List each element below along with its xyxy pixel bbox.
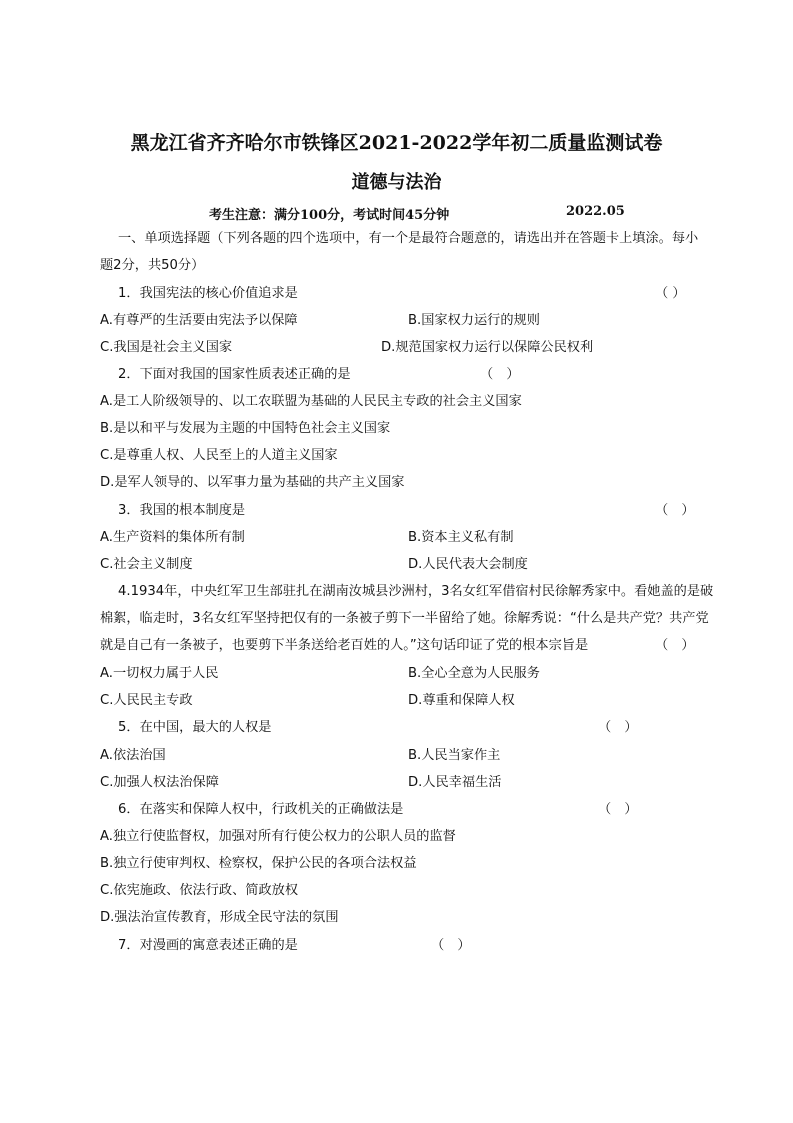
option-2a: A.是工人阶级领导的、以工农联盟为基础的人民民主专政的社会主义国家: [100, 394, 522, 409]
option-4d: D.尊重和保障人权: [408, 693, 515, 708]
question-stem-4-line3: 就是自己有一条被子，也要剪下半条送给老百姓的人。”这句话印证了党的根本宗旨是: [100, 638, 589, 653]
option-3a: A.生产资料的集体所有制: [100, 530, 245, 545]
option-6c: C.依宪施政、依法行政、简政放权: [100, 883, 299, 898]
answer-blank-6: （ ）: [598, 802, 638, 817]
option-1b: B.国家权力运行的规则: [408, 313, 540, 328]
option-3c: C.社会主义制度: [100, 557, 193, 572]
option-4b: B.全心全意为人民服务: [408, 666, 540, 681]
question-stem-4-line2: 棉絮，临走时，3名女红军坚持把仅有的一条被子剪下一半留给了她。徐解秀说：“什么是共产党？共产党: [100, 611, 709, 626]
option-2c: C.是尊重人权、人民至上的人道主义国家: [100, 448, 338, 463]
option-6b: B.独立行使审判权、检察权，保护公民的各项合法权益: [100, 856, 417, 871]
section-instruction: 一、单项选择题（下列各题的四个选项中，有一个是最符合题意的，请选出并在答题卡上填涂。每小: [118, 231, 699, 246]
question-stem-2: 2．下面对我国的国家性质表述正确的是: [118, 367, 351, 382]
subject-title: 道德与法治: [351, 172, 442, 193]
exam-notice: 考生注意：满分100分，考试时间45分钟: [209, 208, 450, 223]
page-title: 黑龙江省齐齐哈尔市铁锋区2021-2022学年初二质量监测试卷: [130, 132, 663, 154]
option-1c: C.我国是社会主义国家: [100, 340, 233, 355]
option-5c: C.加强人权法治保障: [100, 775, 219, 790]
question-stem-3: 3．我国的根本制度是: [118, 503, 246, 518]
exam-date: 2022.05: [566, 204, 625, 219]
answer-blank-5: （ ）: [598, 720, 638, 735]
answer-blank-3: （ ）: [655, 503, 695, 518]
option-3b: B.资本主义私有制: [408, 530, 514, 545]
option-6a: A.独立行使监督权，加强对所有行使公权力的公职人员的监督: [100, 829, 456, 844]
question-stem-7: 7．对漫画的寓意表述正确的是: [118, 938, 298, 953]
answer-blank-1: （ ）: [655, 286, 686, 301]
option-6d: D.强法治宣传教育，形成全民守法的氛围: [100, 910, 339, 925]
option-5a: A.依法治国: [100, 748, 166, 763]
question-stem-5: 5．在中国，最大的人权是: [118, 720, 272, 735]
option-1d: D.规范国家权力运行以保障公民权利: [381, 340, 594, 355]
option-4c: C.人民民主专政: [100, 693, 193, 708]
answer-blank-7: （ ）: [431, 938, 471, 953]
section-instruction-cont: 题2分，共50分）: [100, 258, 205, 273]
option-3d: D.人民代表大会制度: [408, 557, 528, 572]
question-stem-1: 1．我国宪法的核心价值追求是: [118, 286, 298, 301]
option-1a: A.有尊严的生活要由宪法予以保障: [100, 313, 298, 328]
question-stem-4-line1: 4.1934年，中央红军卫生部驻扎在湖南汝城县沙洲村，3名女红军借宿村民徐解秀家中。看她盖的是破: [118, 584, 714, 599]
question-stem-6: 6．在落实和保障人权中，行政机关的正确做法是: [118, 802, 404, 817]
option-2b: B.是以和平与发展为主题的中国特色社会主义国家: [100, 421, 391, 436]
option-5d: D.人民幸福生活: [408, 775, 502, 790]
answer-blank-4: （ ）: [655, 638, 695, 653]
option-2d: D.是军人领导的、以军事力量为基础的共产主义国家: [100, 475, 405, 490]
answer-blank-2: （ ）: [480, 367, 520, 382]
option-5b: B.人民当家作主: [408, 748, 501, 763]
option-4a: A.一切权力属于人民: [100, 666, 219, 681]
